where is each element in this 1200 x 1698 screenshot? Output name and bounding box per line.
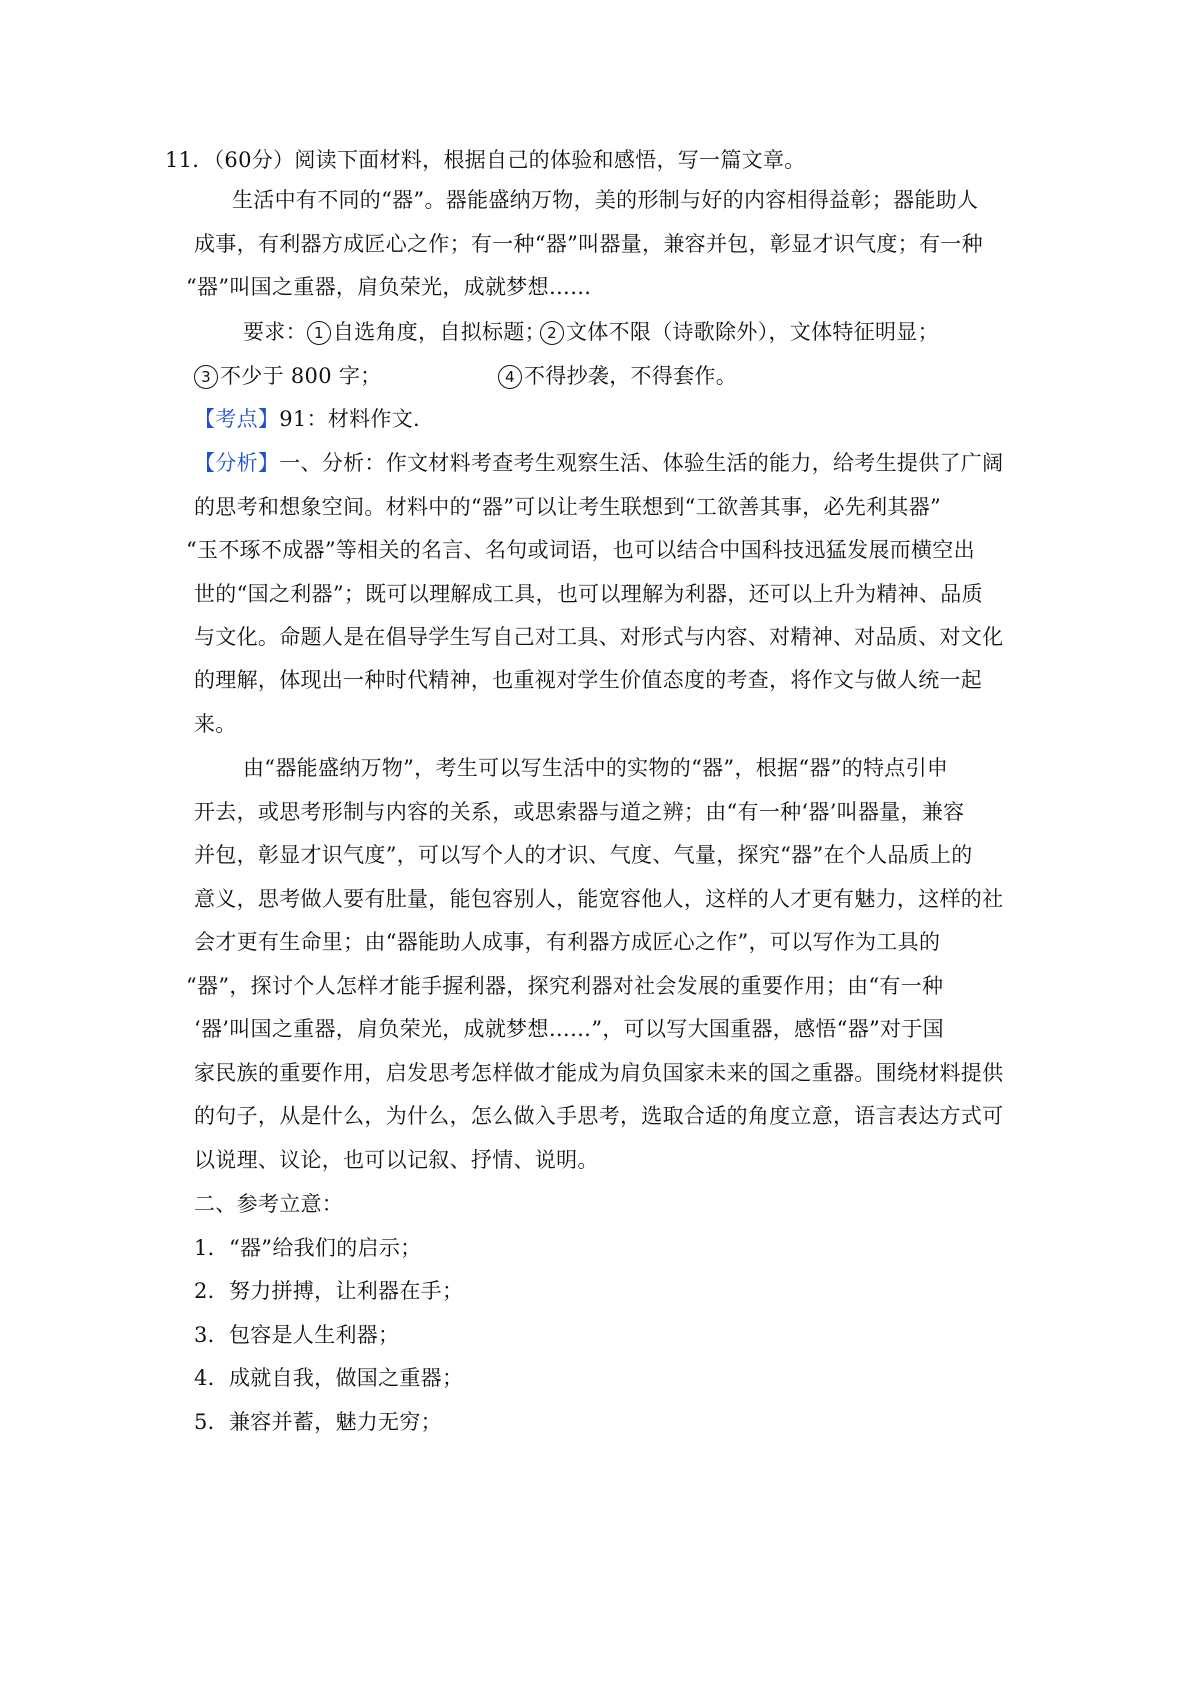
material-line-1: 生活中有不同的“器”。器能盛纳万物，美的形制与好的内容相得益彰；器能助人 xyxy=(232,188,979,212)
circled-number-2: 2 xyxy=(540,321,564,345)
material-line-3: “器”叫国之重器，肩负荣光，成就梦想…… xyxy=(186,275,592,299)
fenxi-p1-line-3: “玉不琢不成器”等相关的名言、名句或词语，也可以结合中国科技迅猛发展而横空出 xyxy=(186,538,975,562)
requirement-4: 不得抄袭，不得套作。 xyxy=(524,364,737,388)
fenxi-p1-line-2: 的思考和想象空间。材料中的“器”可以让考生联想到“工欲善其事，必先利其器” xyxy=(194,495,942,519)
circled-number-1: 1 xyxy=(307,321,331,345)
fenxi-p1-line-6: 的理解，体现出一种时代精神，也重视对学生价值态度的考查，将作文与做人统一起 xyxy=(194,668,983,692)
question-header: 11．（60分）阅读下面材料，根据自己的体验和感悟，写一篇文章。 xyxy=(165,148,806,172)
fenxi-p2-line-5: 会才更有生命里；由“器能助人成事，有利器方成匠心之作”，可以写作为工具的 xyxy=(194,930,941,954)
requirements-line-2 xyxy=(194,361,381,391)
fenxi-p2-line-7: ‘器’叫国之重器，肩负荣光，成就梦想……”，可以写大国重器，感悟“器”对于国 xyxy=(194,1017,944,1041)
idea-2: 2．努力拼搏，让利器在手； xyxy=(194,1279,464,1303)
fenxi-p2-line-3: 并包，彰显才识气度”，可以写个人的才识、气度、气量，探究“器”在个人品质上的 xyxy=(194,843,973,867)
requirements-line-2b xyxy=(498,361,737,391)
fenxi-p1-line-7: 来。 xyxy=(194,712,237,736)
requirement-1: 自选角度，自拟标题； xyxy=(332,320,546,344)
fenxi-p2-line-6: “器”，探讨个人怎样才能手握利器，探究利器对社会发展的重要作用；由“有一种 xyxy=(186,974,944,998)
fenxi-p1-line-4: 世的“国之利器”；既可以理解成工具，也可以理解为利器，还可以上升为精神、品质 xyxy=(194,582,983,606)
circled-number-3: 3 xyxy=(194,365,218,389)
requirements-line-1 xyxy=(243,317,546,347)
requirement-2: 文体不限（诗歌除外），文体特征明显； xyxy=(566,320,939,344)
idea-3: 3．包容是人生利器； xyxy=(194,1323,400,1347)
fenxi-p2-line-9: 的句子，从是什么，为什么，怎么做入手思考，选取合适的角度立意，语言表达方式可 xyxy=(194,1104,1004,1128)
fenxi-line-1 xyxy=(194,448,1003,478)
circled-number-4: 4 xyxy=(498,365,522,389)
idea-5: 5．兼容并蓄，魅力无穷； xyxy=(194,1410,442,1434)
kaodian-tag: 【考点】 xyxy=(194,407,280,431)
idea-1: 1．“器”给我们的启示； xyxy=(194,1236,422,1260)
kaodian-text: 91：材料作文. xyxy=(279,407,420,431)
fenxi-p2-line-8: 家民族的重要作用，启发思考怎样做才能成为肩负国家未来的国之重器。围绕材料提供 xyxy=(194,1061,1004,1085)
fenxi-p1-line-5: 与文化。命题人是在倡导学生写自己对工具、对形式与内容、对精神、对品质、对文化 xyxy=(194,625,1004,649)
fenxi-p2-line-4: 意义，思考做人要有肚量，能包容别人，能宽容他人，这样的人才更有魅力，这样的社 xyxy=(194,887,1004,911)
fenxi-tag: 【分析】 xyxy=(194,451,280,475)
fenxi-p1-line-1: 一、分析：作文材料考查考生观察生活、体验生活的能力，给考生提供了广阔 xyxy=(279,451,1004,475)
requirement-3: 不少于 800 字； xyxy=(220,364,382,388)
kaodian-line xyxy=(194,404,420,434)
fenxi-p2-line-1: 由“器能盛纳万物”，考生可以写生活中的实物的“器”，根据“器”的特点引申 xyxy=(243,756,949,780)
idea-4: 4．成就自我，做国之重器； xyxy=(194,1366,464,1390)
fenxi-p2-line-2: 开去，或思考形制与内容的关系，或思索器与道之辨；由“有一种‘器’叫器量，兼容 xyxy=(194,800,965,824)
material-line-2: 成事，有利器方成匠心之作；有一种“器”叫器量，兼容并包，彰显才识气度；有一种 xyxy=(194,232,983,256)
requirements-lead: 要求： xyxy=(243,320,307,344)
requirements-line-1b xyxy=(540,317,939,347)
section2-title: 二、参考立意： xyxy=(194,1192,344,1216)
fenxi-p2-line-10: 以说理、议论，也可以记叙、抒情、说明。 xyxy=(194,1148,599,1172)
